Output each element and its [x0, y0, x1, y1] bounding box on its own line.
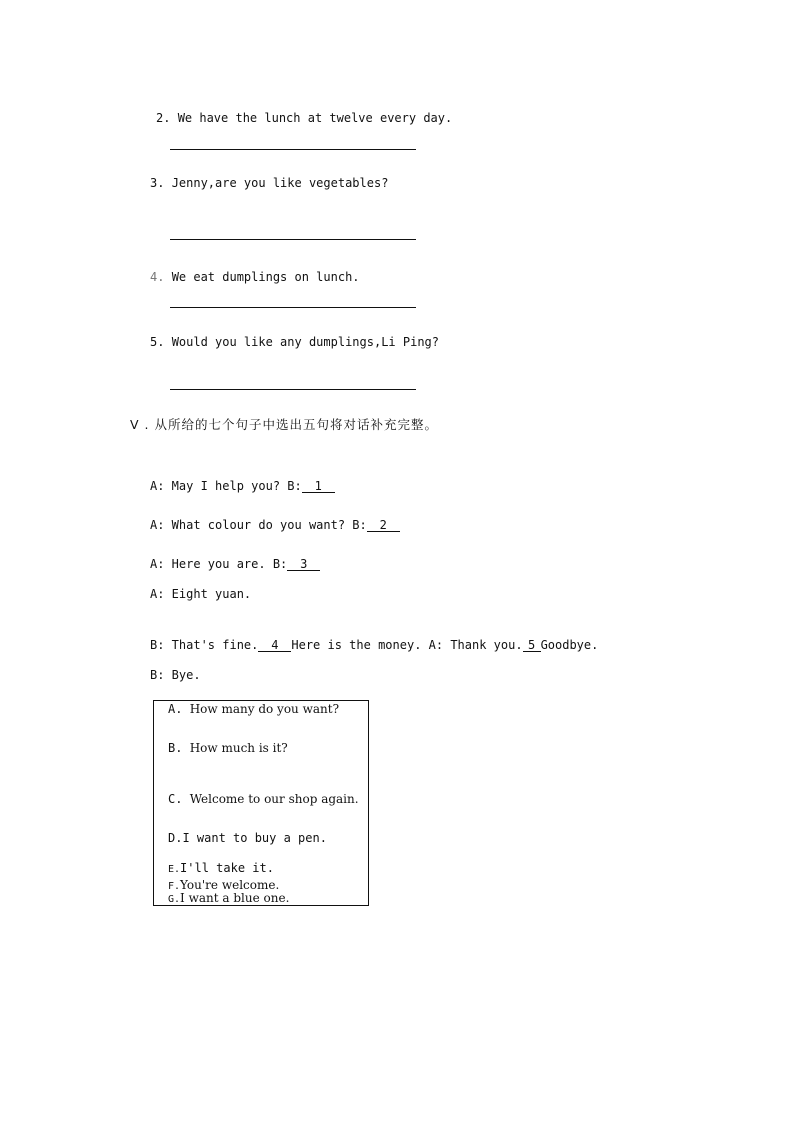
option-text: I want to buy a pen. [182, 831, 327, 845]
blank-3[interactable]: 3 [287, 558, 320, 571]
option-d [168, 832, 327, 845]
option-letter: F. [168, 881, 181, 892]
question-text: Would you like any dumplings,Li Ping? [171, 335, 439, 349]
question-number: 3. [150, 176, 165, 190]
options-box [153, 700, 369, 906]
question-text: We have the lunch at twelve every day. [177, 111, 453, 125]
dialogue-line-3 [150, 557, 320, 571]
option-text: I want a blue one. [180, 891, 290, 905]
option-letter: D. [168, 831, 183, 845]
dialogue-text: A: What colour do you want? B: [150, 518, 367, 532]
question-number: 2. [156, 111, 171, 125]
section-dot: . [144, 417, 150, 432]
question-text: Jenny,are you like vegetables? [171, 176, 389, 190]
question-5 [150, 335, 439, 349]
option-c [168, 793, 359, 806]
blank-1[interactable]: 1 [302, 480, 335, 493]
dialogue-text: Goodbye. [540, 638, 599, 652]
dialogue-text: A: May I help you? B: [150, 479, 302, 493]
dialogue-line-6: B: Bye. [150, 668, 201, 682]
option-text: I'll take it. [180, 861, 274, 875]
dialogue-line-5 [150, 638, 598, 652]
option-text: How many do you want? [189, 702, 339, 716]
section-instruction: 从所给的七个句子中选出五句将对话补充完整。 [154, 417, 439, 432]
dialogue-text: B: That's fine. [150, 638, 259, 652]
option-text: Welcome to our shop again. [189, 792, 359, 806]
option-a [168, 703, 339, 716]
blank-2[interactable]: 2 [367, 519, 400, 532]
option-b [168, 742, 288, 755]
section-heading [130, 418, 438, 432]
question-text: We eat dumplings on lunch. [171, 270, 360, 284]
dialogue-text: Here is the money. A: Thank you. [291, 638, 523, 652]
option-letter: C. [168, 792, 183, 806]
option-letter: B. [168, 741, 183, 755]
dialogue-text: A: Here you are. B: [150, 557, 288, 571]
dialogue-line-2 [150, 518, 400, 532]
option-letter: A. [168, 702, 183, 716]
option-e [168, 862, 274, 876]
section-numeral: Ⅴ [130, 417, 140, 432]
question-2 [156, 111, 452, 125]
question-3 [150, 176, 388, 190]
option-text: How much is it? [189, 741, 288, 755]
answer-line-4[interactable] [170, 307, 416, 308]
option-text: You're welcome. [180, 878, 280, 892]
option-g [168, 892, 289, 906]
blank-4[interactable]: 4 [258, 639, 291, 652]
option-letter: E. [168, 864, 181, 875]
blank-5[interactable]: 5 [523, 639, 541, 652]
question-4 [150, 270, 360, 284]
question-number: 5. [150, 335, 165, 349]
answer-line-3[interactable] [170, 239, 416, 240]
answer-line-2[interactable] [170, 149, 416, 150]
dialogue-line-1 [150, 479, 335, 493]
question-number: 4. [150, 270, 165, 284]
answer-line-5[interactable] [170, 389, 416, 390]
dialogue-line-4: A: Eight yuan. [150, 587, 252, 601]
option-letter: G. [168, 894, 181, 905]
